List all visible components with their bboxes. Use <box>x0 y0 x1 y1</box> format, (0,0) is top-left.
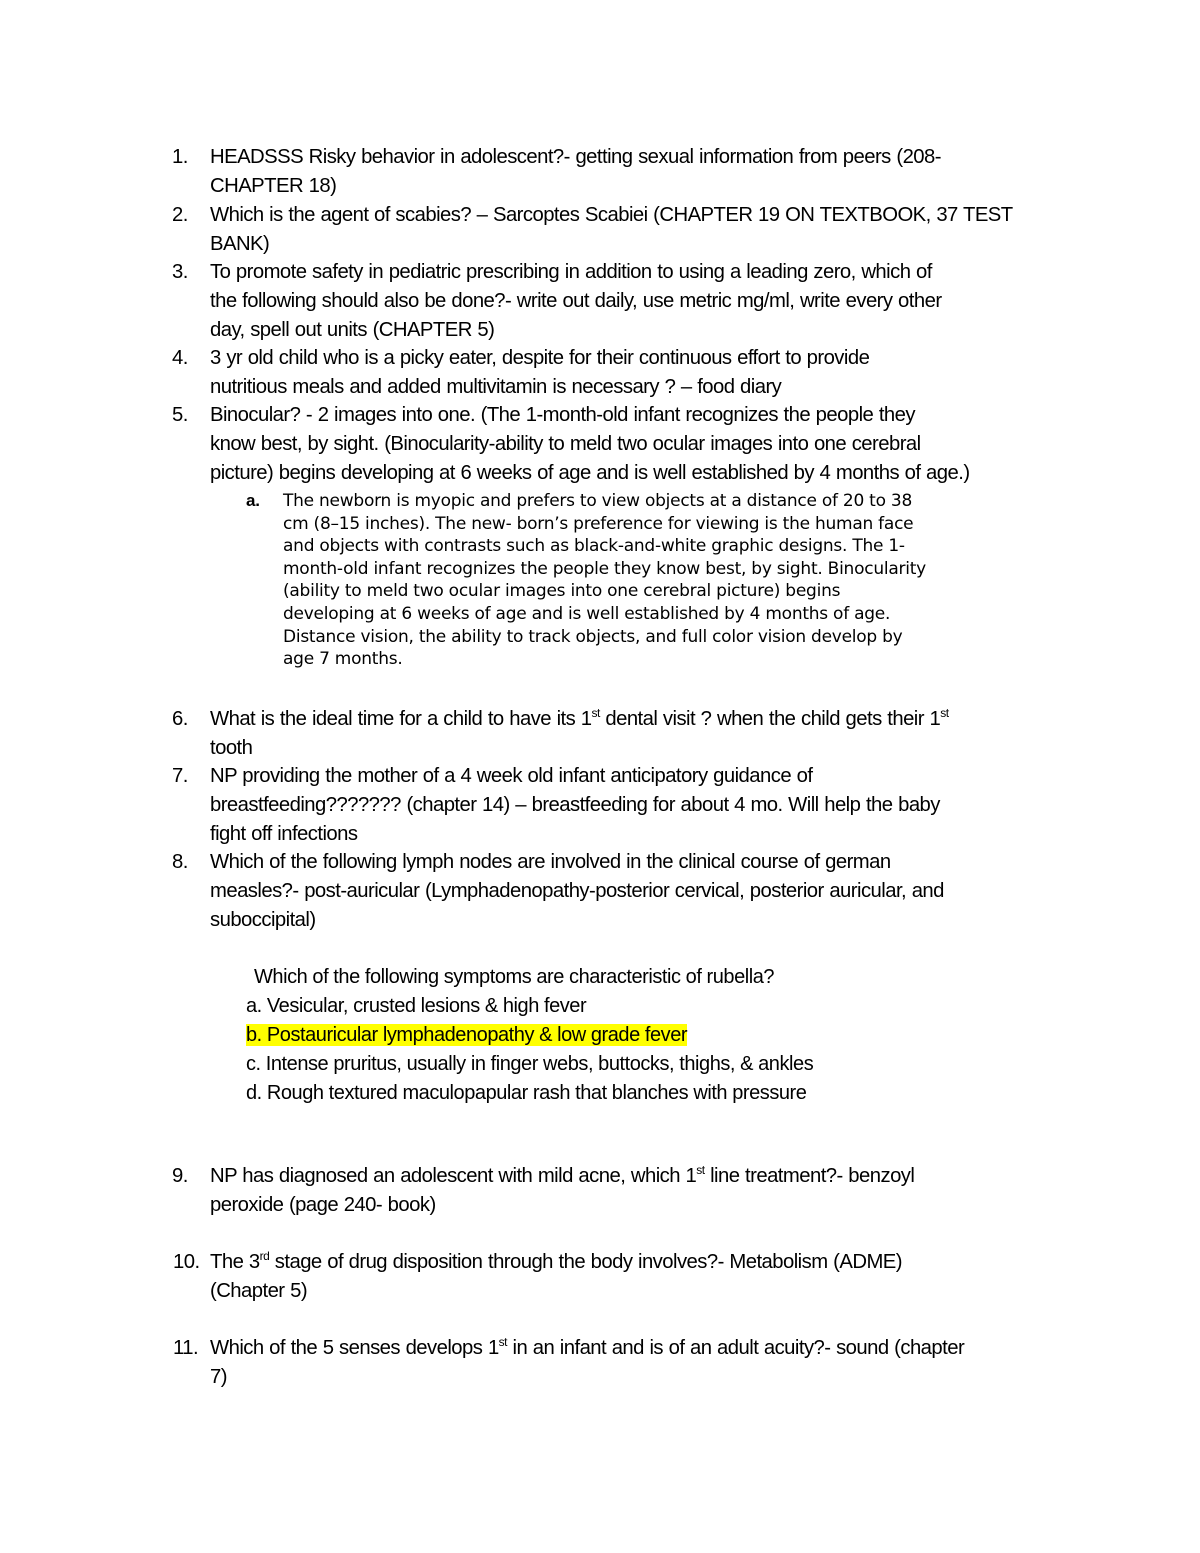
item-text-line <box>210 1334 1070 1363</box>
sub-item-line: (ability to meld two ocular images into one cerebral picture) begins <box>283 581 841 602</box>
item-text-line: the following should also be done?- write out daily, use metric mg/ml, write every other <box>210 290 942 312</box>
sub-item-line: age 7 months. <box>283 649 403 670</box>
item-text-line: To promote safety in pediatric prescribing in addition to using a leading zero, which of <box>210 261 932 283</box>
item-text-line: CHAPTER 18) <box>210 175 337 197</box>
quiz-block <box>246 963 1106 1108</box>
text-segment: dental visit ? when the child gets their 1 <box>599 708 941 730</box>
item-number: 5. <box>172 404 188 426</box>
item-text-line: (Chapter 5) <box>210 1280 308 1302</box>
item-text-line: 3 yr old child who is a picky eater, despite for their continuous effort to provide <box>210 347 870 369</box>
item-text-line: NP providing the mother of a 4 week old infant anticipatory guidance of <box>210 765 813 787</box>
list-item <box>173 1334 1070 1392</box>
list-item <box>172 705 1070 763</box>
text-segment: line treatment?- benzoyl <box>704 1165 915 1187</box>
text-segment: NP has diagnosed an adolescent with mild acne, which 1 <box>210 1165 697 1187</box>
quiz-option-c: c. Intense pruritus, usually in finger webs, buttocks, thighs, & ankles <box>246 1053 814 1075</box>
list-item <box>172 401 1070 488</box>
sub-item-line: month-old infant recognizes the people they know best, by sight. Binocularity <box>283 558 926 579</box>
text-segment: in an infant and is of an adult acuity?- sound (chapter <box>506 1337 965 1359</box>
sub-item-letter: a. <box>246 491 260 510</box>
item-text-line: nutritious meals and added multivitamin is necessary ? – food diary <box>210 376 782 398</box>
list-item <box>172 201 1070 259</box>
text-segment: What is the ideal time for a child to have its 1 <box>210 708 592 730</box>
item-text-line: tooth <box>210 737 253 759</box>
list-item <box>172 848 1070 935</box>
item-number: 7. <box>172 765 188 787</box>
list-item <box>172 1162 1070 1220</box>
text-segment: stage of drug disposition through the body involves?- Metabolism (ADME) <box>269 1251 902 1273</box>
list-item <box>172 258 1070 345</box>
superscript: rd <box>259 1249 270 1263</box>
text-segment: The 3 <box>210 1251 260 1273</box>
item-text-line: Binocular? - 2 images into one. (The 1-month-old infant recognizes the people they <box>210 404 915 426</box>
item-number: 11. <box>173 1337 199 1359</box>
item-number: 9. <box>172 1165 188 1187</box>
item-number: 8. <box>172 851 188 873</box>
item-text-line: day, spell out units (CHAPTER 5) <box>210 319 495 341</box>
item-text-line: 7) <box>210 1366 227 1388</box>
sub-item-line: developing at 6 weeks of age and is well established by 4 months of age. <box>283 603 891 624</box>
highlighted-answer: b. Postauricular lymphadenopathy & low grade fever <box>246 1024 688 1046</box>
superscript: st <box>591 706 600 720</box>
item-text-line: picture) begins developing at 6 weeks of age and is well established by 4 months of age.) <box>210 462 970 484</box>
item-text-line: breastfeeding??????? (chapter 14) – breastfeeding for about 4 mo. Will help the baby <box>210 794 940 816</box>
item-text-line <box>210 1162 1070 1191</box>
item-text-line <box>210 1248 1070 1277</box>
list-item <box>173 1248 1070 1306</box>
item-text-line: know best, by sight. (Binocularity-ability to meld two ocular images into one cerebral <box>210 433 921 455</box>
item-text-line: measles?- post-auricular (Lymphadenopathy-posterior cervical, posterior auricular, and <box>210 880 944 902</box>
superscript: st <box>498 1335 507 1349</box>
text-segment: Which of the 5 senses develops 1 <box>210 1337 499 1359</box>
list-item <box>172 762 1070 849</box>
list-item <box>172 344 1070 402</box>
item-text-line: Which of the following lymph nodes are involved in the clinical course of german <box>210 851 891 873</box>
sub-list-item <box>246 490 1063 671</box>
item-text-line: BANK) <box>210 233 270 255</box>
item-text-line: Which is the agent of scabies? – Sarcoptes Scabiei (CHAPTER 19 ON TEXTBOOK, 37 TEST <box>210 204 1013 226</box>
item-text-line: peroxide (page 240- book) <box>210 1194 436 1216</box>
item-number: 3. <box>172 261 188 283</box>
item-text-line: HEADSSS Risky behavior in adolescent?- getting sexual information from peers (208- <box>210 146 941 168</box>
quiz-option-d: d. Rough textured maculopapular rash that blanches with pressure <box>246 1082 807 1104</box>
list-item <box>172 143 1070 201</box>
item-number: 10. <box>173 1251 200 1273</box>
sub-item-line: and objects with contrasts such as black-and-white graphic designs. The 1- <box>283 536 905 557</box>
item-text-line: suboccipital) <box>210 909 316 931</box>
superscript: st <box>696 1163 705 1177</box>
item-number: 1. <box>172 146 188 168</box>
quiz-option-a: a. Vesicular, crusted lesions & high fever <box>246 995 587 1017</box>
sub-item-line: The newborn is myopic and prefers to view objects at a distance of 20 to 38 <box>283 491 913 511</box>
item-text-line: fight off infections <box>210 823 358 845</box>
item-number: 2. <box>172 204 188 226</box>
quiz-question: Which of the following symptoms are characteristic of rubella? <box>254 966 775 988</box>
item-number: 4. <box>172 347 188 369</box>
superscript: st <box>940 706 949 720</box>
item-number: 6. <box>172 708 188 730</box>
quiz-option-b <box>246 1021 1106 1050</box>
sub-item-line: Distance vision, the ability to track objects, and full color vision develop by <box>283 626 903 647</box>
item-text-line <box>210 705 1070 734</box>
sub-item-line: cm (8–15 inches). The new- born’s preference for viewing is the human face <box>283 513 914 534</box>
